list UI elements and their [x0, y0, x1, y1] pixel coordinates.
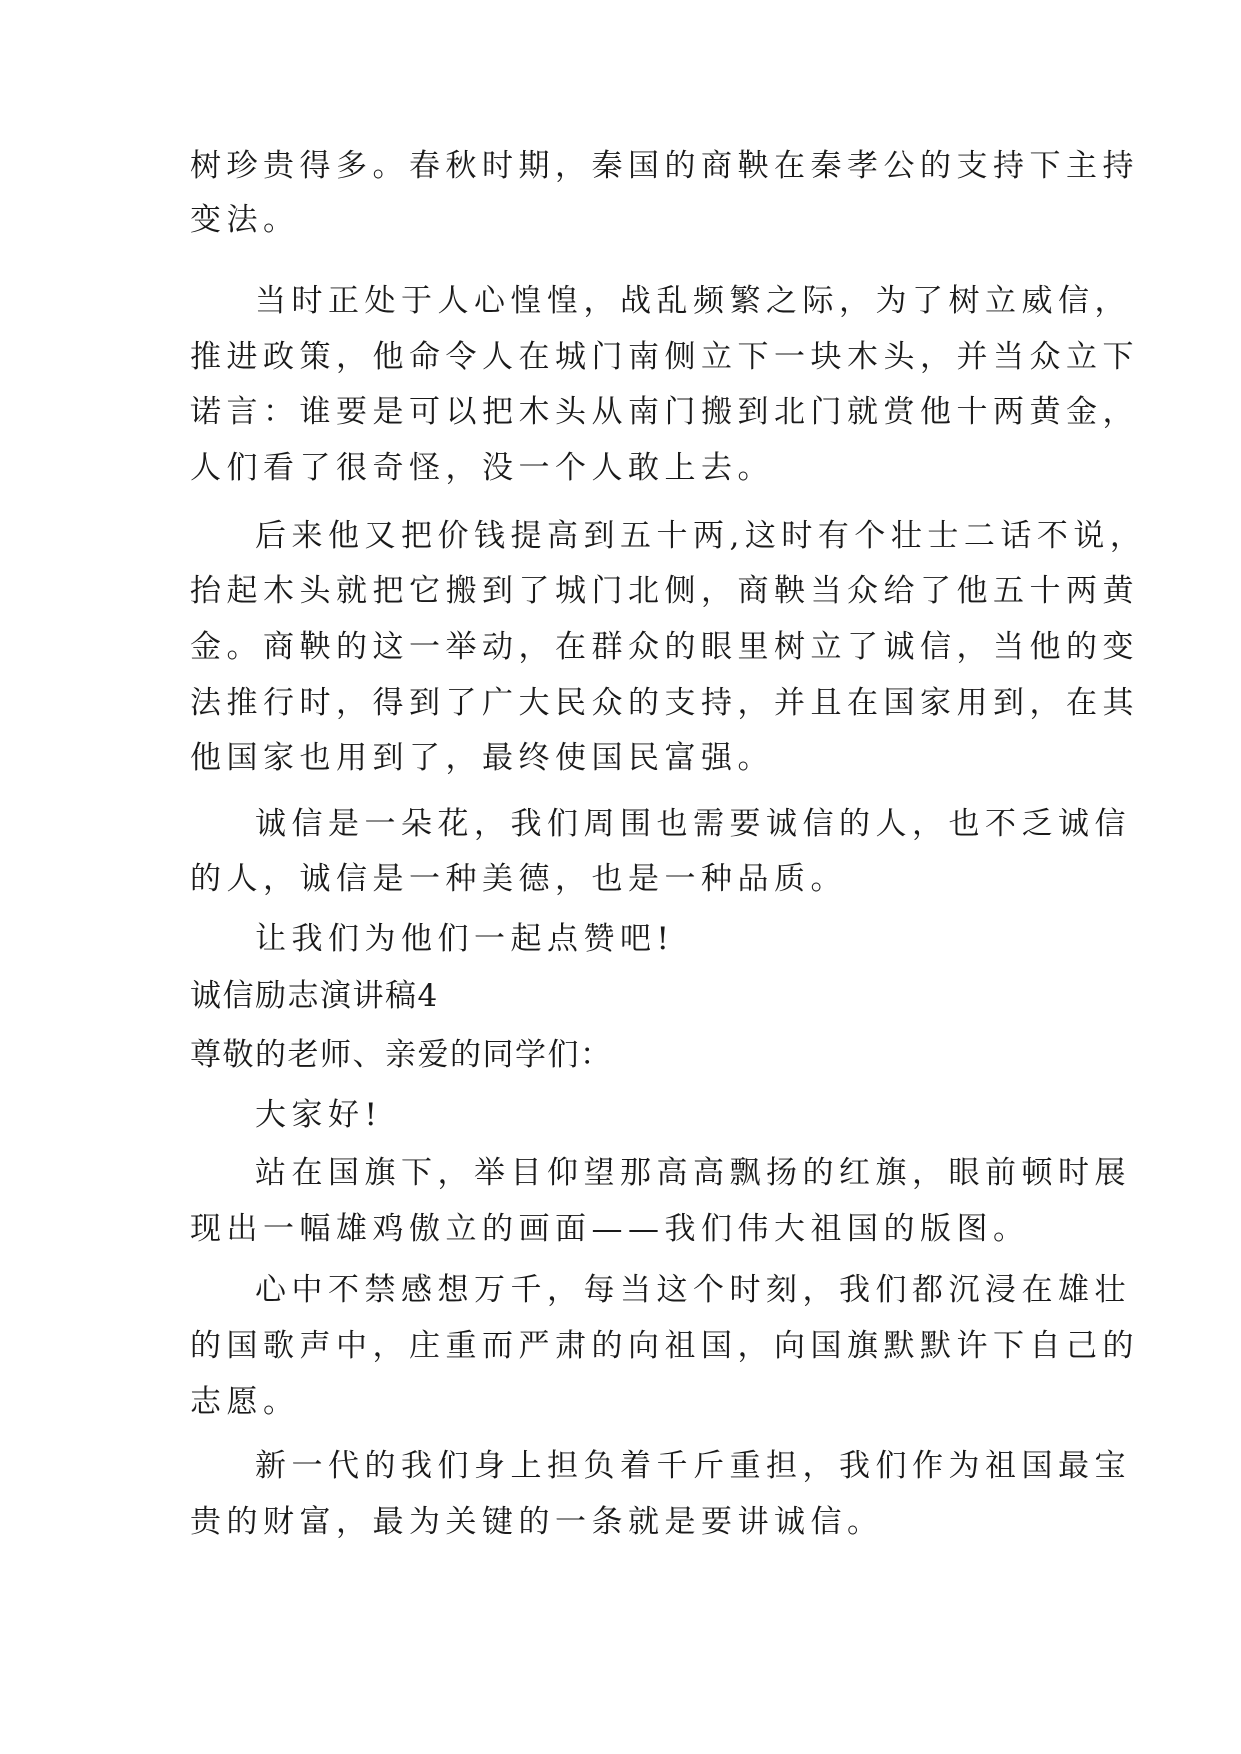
text-line: 志愿。	[190, 1384, 300, 1420]
paragraph-first-line: 新一代的我们身上担负着千斤重担，我们作为祖国最宝	[255, 1448, 1131, 1484]
text-line: 抬起木头就把它搬到了城门北侧，商鞅当众给了他五十两黄	[190, 573, 1139, 609]
text-line: 人们看了很奇怪，没一个人敢上去。	[190, 450, 774, 486]
text-line: 的人，诚信是一种美德，也是一种品质。	[190, 861, 847, 897]
text-line: 变法。	[190, 202, 300, 238]
text-line: 法推行时，得到了广大民众的支持，并且在国家用到，在其	[190, 685, 1139, 721]
text-line: 树珍贵得多。春秋时期，秦国的商鞅在秦孝公的支持下主持	[190, 148, 1139, 184]
text-line: 现出一幅雄鸡傲立的画面——我们伟大祖国的版图。	[190, 1211, 1030, 1247]
text-line: 推进政策，他命令人在城门南侧立下一块木头，并当众立下	[190, 339, 1139, 375]
paragraph-first-line: 诚信是一朵花，我们周围也需要诚信的人，也不乏诚信	[255, 806, 1131, 842]
greeting: 大家好!	[255, 1097, 383, 1133]
text-line: 贵的财富，最为关键的一条就是要讲诚信。	[190, 1504, 884, 1540]
paragraph-first-line: 后来他又把价钱提高到五十两,这时有个壮士二话不说，	[255, 518, 1147, 554]
paragraph-first-line: 当时正处于人心惶惶，战乱频繁之际，为了树立威信，	[255, 283, 1131, 319]
text-line: 金。商鞅的这一举动，在群众的眼里树立了诚信，当他的变	[190, 629, 1139, 665]
text-line: 诺言：谁要是可以把木头从南门搬到北门就赏他十两黄金，	[190, 394, 1139, 430]
paragraph-first-line: 心中不禁感想万千，每当这个时刻，我们都沉浸在雄壮	[255, 1272, 1131, 1308]
section-heading: 诚信励志演讲稿4	[190, 978, 439, 1014]
paragraph-first-line: 让我们为他们一起点赞吧!	[255, 921, 675, 957]
text-line: 他国家也用到了，最终使国民富强。	[190, 740, 774, 776]
paragraph-first-line: 站在国旗下，举目仰望那高高飘扬的红旗，眼前顿时展	[255, 1155, 1131, 1191]
salutation: 尊敬的老师、亲爱的同学们：	[190, 1037, 613, 1073]
text-line: 的国歌声中，庄重而严肃的向祖国，向国旗默默许下自己的	[190, 1328, 1139, 1364]
